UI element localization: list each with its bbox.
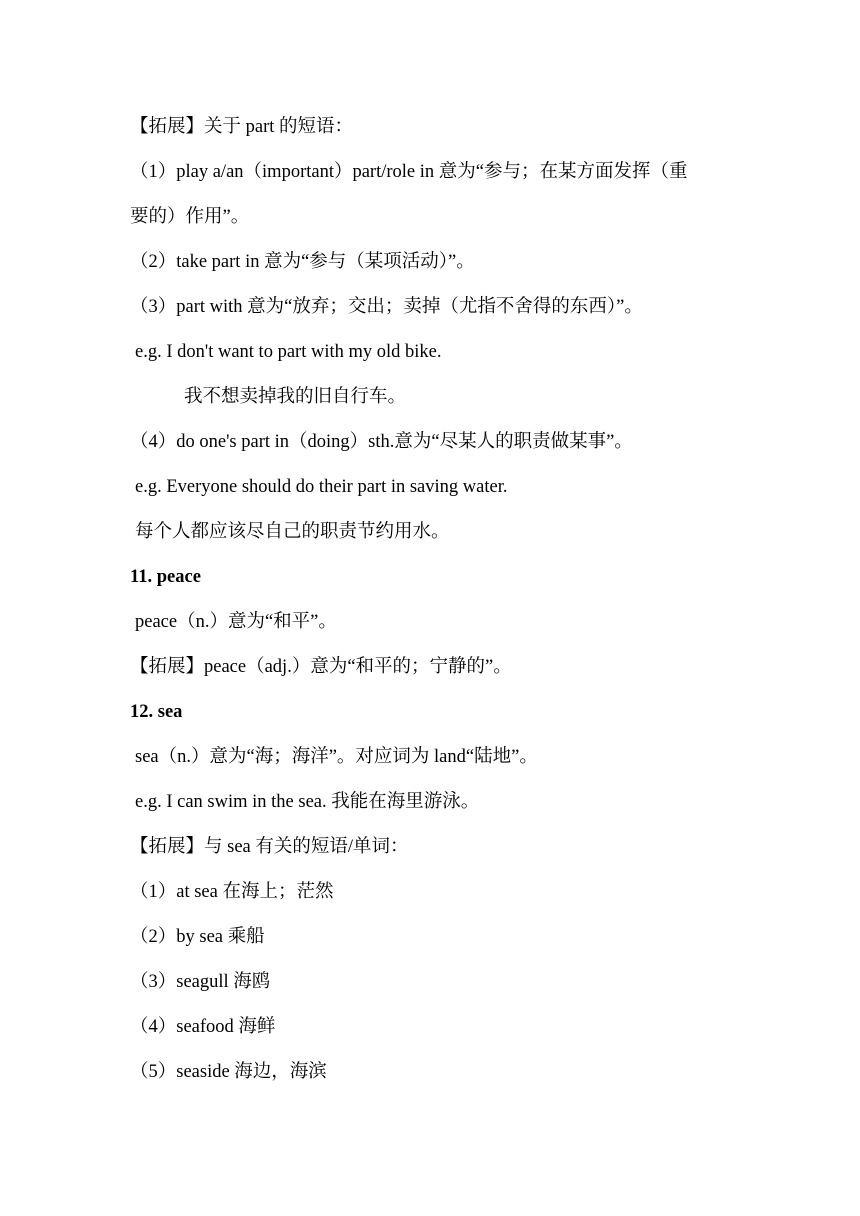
- part-phrase-4: （4）do one's part in（doing）sth.意为“尽某人的职责做某事”。: [130, 432, 633, 452]
- example-sentence-swim: e.g. I can swim in the sea. 我能在海里游泳。: [135, 792, 480, 812]
- peace-extension: 【拓展】peace（adj.）意为“和平的；宁静的”。: [130, 657, 512, 677]
- example-translation-bike: 我不想卖掉我的旧自行车。: [184, 387, 407, 407]
- extension-heading-sea: 【拓展】与 sea 有关的短语/单词：: [130, 837, 409, 857]
- part-phrase-3: （3）part with 意为“放弃；交出；卖掉（尤指不舍得的东西）”。: [130, 297, 643, 317]
- section-heading-peace: 11. peace: [130, 567, 201, 587]
- sea-phrase-1: （1）at sea 在海上；茫然: [130, 882, 334, 902]
- peace-definition: peace（n.）意为“和平”。: [135, 612, 337, 632]
- part-phrase-1-continued: 要的）作用”。: [130, 207, 250, 227]
- part-phrase-2: （2）take part in 意为“参与（某项活动）”。: [130, 252, 475, 272]
- section-heading-sea: 12. sea: [130, 702, 183, 722]
- sea-phrase-4: （4）seafood 海鲜: [130, 1017, 276, 1037]
- sea-phrase-5: （5）seaside 海边，海滨: [130, 1062, 327, 1082]
- sea-phrase-3: （3）seagull 海鸥: [130, 972, 271, 992]
- sea-definition: sea（n.）意为“海；海洋”。对应词为 land“陆地”。: [135, 747, 538, 767]
- example-translation-water: 每个人都应该尽自己的职责节约用水。: [135, 522, 450, 542]
- part-phrase-1: （1）play a/an（important）part/role in 意为“参与；在某方面发挥（重: [130, 162, 688, 182]
- sea-phrase-2: （2）by sea 乘船: [130, 927, 265, 947]
- example-sentence-water: e.g. Everyone should do their part in saving water.: [135, 477, 508, 497]
- extension-heading-part: 【拓展】关于 part 的短语：: [130, 117, 354, 137]
- example-sentence-bike: e.g. I don't want to part with my old bike.: [135, 342, 442, 362]
